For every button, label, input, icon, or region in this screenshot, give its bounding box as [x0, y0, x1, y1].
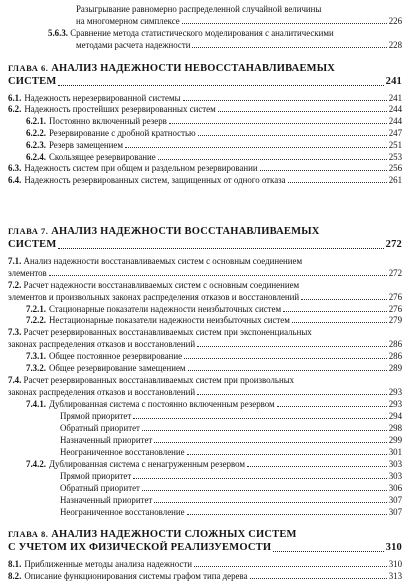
toc-entry: 8.1. Приближенные методы анализа надежности 310	[8, 559, 402, 569]
toc-entry: 7.3.1. Общее постоянное резервирование 286	[26, 351, 402, 361]
chapter-heading: ГЛАВА 8. АНАЛИЗ НАДЕЖНОСТИ СЛОЖНЫХ СИСТЕМ	[8, 529, 297, 540]
toc-entry: 7.2.1. Стационарные показатели надежности неизбыточных систем 276	[26, 304, 402, 314]
toc-entry: на многомерном симплексе 226	[76, 16, 402, 26]
toc-entry: 6.1. Надежность нерезервированной системы 241	[8, 93, 402, 103]
toc-entry: 7.4.1. Дублированная система с постоянно включенным резервом 293	[26, 399, 402, 409]
toc-entry-line: 7.3. Расчет резервированных восстанавливаемых систем при экспоненциальных	[8, 327, 312, 337]
toc-entry: 6.2.3. Резерв замещением 251	[26, 140, 402, 150]
toc-entry: элементов и произвольных законах распределения отказов и восстановлений 276	[8, 292, 402, 302]
toc-entry-line: 7.1. Анализ надежности восстанавливаемых систем с основным соединением	[8, 256, 303, 266]
leader-dots	[192, 47, 386, 48]
toc-entry: Обратный приоритет 306	[60, 483, 402, 493]
toc-entry: 8.2. Описание функционирования системы графом типа дерева 313	[8, 571, 402, 581]
toc-entry: Прямой приоритет 303	[60, 471, 402, 481]
toc-entry: 7.4.2. Дублированная система с ненагруженным резервом 303	[26, 459, 402, 469]
toc-entry: Обратный приоритет 298	[60, 423, 402, 433]
toc-entry: Неограниченное восстановление 307	[60, 507, 402, 517]
toc-entry: 7.2.2. Нестационарные показатели надежности неизбыточных систем 279	[26, 315, 402, 325]
toc-entry: 6.2.2. Резервирование с дробной кратностью 247	[26, 128, 402, 138]
toc-entry: 6.4. Надежность резервированных систем, защищенных от одного отказа 261	[8, 175, 402, 185]
toc-entry: 6.2.4. Скользящее резервирование 253	[26, 152, 402, 162]
toc-entry-line: 7.4. Расчет резервированных восстанавливаемых систем при произвольных	[8, 375, 295, 385]
toc-entry: 7.3.2. Общее резервирование замещением 289	[26, 363, 402, 373]
toc-entry: методами расчета надежности 228	[76, 40, 402, 50]
toc-entry: 6.2. Надежность простейших резервированных систем 244	[8, 104, 402, 114]
chapter-heading: ГЛАВА 7. АНАЛИЗ НАДЕЖНОСТИ ВОССТАНАВЛИВАЕМЫХ	[8, 226, 320, 237]
toc-entry: Назначенный приоритет 307	[60, 495, 402, 505]
chapter-heading-line: СИСТЕМ 241	[8, 76, 402, 87]
toc-entry: законах распределения отказов и восстановлений 286	[8, 339, 402, 349]
toc-entry: Прямой приоритет 294	[60, 411, 402, 421]
toc-entry: элементов 272	[8, 268, 402, 278]
chapter-heading-line: С УЧЕТОМ ИХ ФИЗИЧЕСКОЙ РЕАЛИЗУЕМОСТИ 310	[8, 542, 402, 553]
toc-continuation-line: Разыгрывание равномерно распределенной случайной величины	[76, 4, 322, 14]
toc-entry: Назначенный приоритет 299	[60, 435, 402, 445]
toc-entry: 6.2.1. Постоянно включенный резерв 244	[26, 116, 402, 126]
leader-dots	[182, 23, 387, 24]
chapter-heading-line: СИСТЕМ 272	[8, 239, 402, 250]
toc-entry-line: 5.6.3. Сравнение метода статистического моделирования с аналитическими	[48, 28, 334, 38]
toc-entry: 6.3. Надежность систем при общем и раздельном резервировании 256	[8, 163, 402, 173]
toc-entry: законах распределения отказов и восстановлений 293	[8, 387, 402, 397]
toc-entry-line: 7.2. Расчет надежности восстанавливаемых систем с основным соединением	[8, 280, 300, 290]
page-number: 226	[388, 16, 402, 26]
toc-entry: Неограниченное восстановление 301	[60, 447, 402, 457]
chapter-heading: ГЛАВА 6. АНАЛИЗ НАДЕЖНОСТИ НЕВОССТАНАВЛИВАЕМЫХ	[8, 63, 336, 74]
